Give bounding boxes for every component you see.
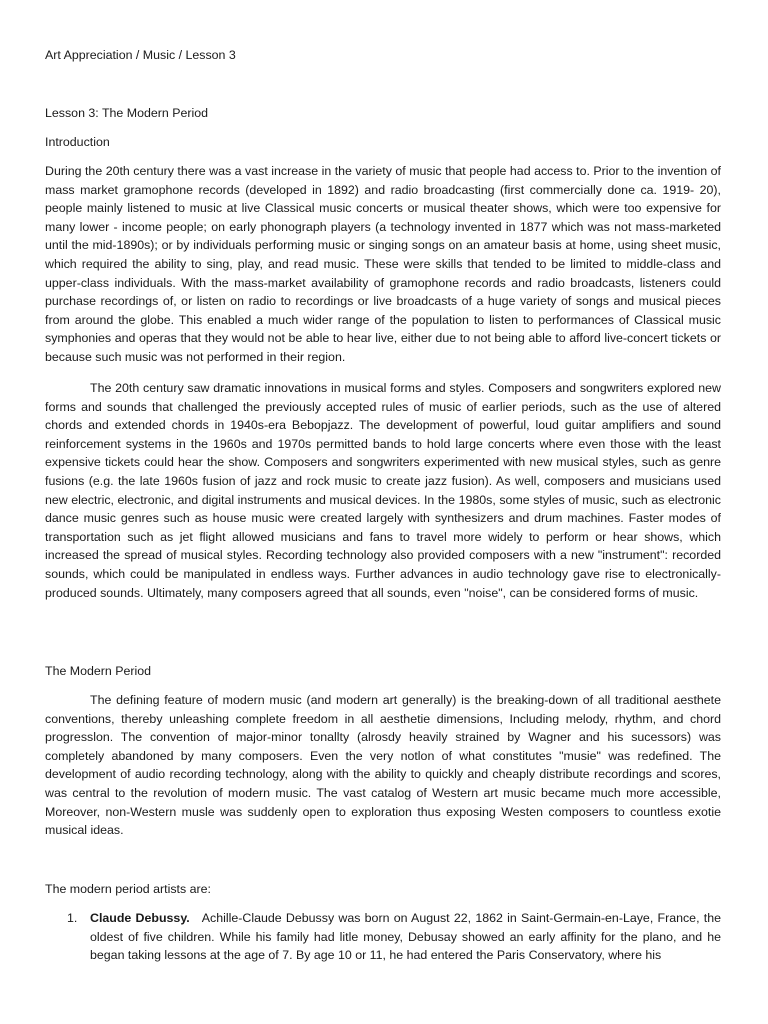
artist-name: Claude Debussy. (90, 911, 190, 925)
introduction-heading: Introduction (45, 135, 110, 149)
list-item-number: 1. (67, 911, 78, 925)
introduction-paragraph-1: During the 20th century there was a vast increase in the variety of music that people had access to. Prior to the invention of mass market gramophone records (developed in 1892) and radio broadcasting (first commercially done ca. 1919- 20), people mainly listened to music at live Classical music concerts or musical theater shows, which were too expensive for many lower - income people; on early phonograph players (a technology invented in 1877 which was not mass-marketed until the mid-1890s); or by individuals performing music or singing songs on an amateur basis at home, using sheet music, which required the ability to sing, play, and read music. These were skills that tended to be limited to middle-class and upper-class individuals. With the mass-market availability of gramophone records and radio broadcasts, listeners could purchase recordings of, or listen on radio to recordings or live broadcasts of a huge variety of songs and musical pieces from around the globe. This enabled a much wider range of the population to listen to performances of Classical music symphonies and operas that they would not be able to hear live, either due to not being able to afford live-concert tickets or because such music was not performed in their region. (45, 164, 721, 364)
modern-period-paragraph: The defining feature of modern music (and modern art generally) is the breaking-down of all traditional aesthete conventions, thereby unleashing complete freedom in all aesthetie dimensions, Including melody, rhythm, and chord progresslon. The convention of major-minor tonallty (alrosdy heavily strained by Wagner and his sucessors) was completely abandoned by many composers. Even the very notlon of what constitutes "musie" was redefined. The development of audio recording technology, along with the ability to quickly and cheaply distribute recordings and scores, was central to the revolution of modern music. The vast catalog of Western art music became much more accessible, Moreover, non-Western musle was suddenly open to exploration thus exposing Westen composers to countless exotie musical ideas. (45, 693, 721, 838)
list-item (45, 909, 721, 965)
introduction-paragraph-2: The 20th century saw dramatic innovations in musical forms and styles. Composers and songwriters explored new forms and sounds that challenged the previously accepted rules of music of earlier periods, such as the use of altered chords and extended chords in 1940s-era Bebopjazz. The development of powerful, loud guitar amplifiers and sound reinforcement systems in the 1960s and 1970s permitted bands to hold large concerts where even those with the least expensive tickets could hear the show. Composers and songwriters experimented with new musical styles, such as genre fusions (e.g. the late 1960s fusion of jazz and rock music to create jazz fusion). As well, composers and musicians used new electric, electronic, and digital instruments and musical devices. In the 1980s, some styles of music, such as electronic dance music genres such as house music were created largely with synthesizers and drum machines. Faster modes of transportation such as jet flight allowed musicians and fans to travel more widely to perform or hear shows, which increased the spread of musical styles. Recording technology also provided composers with a new "instrument": recorded sounds, which could be manipulated in endless ways. Further advances in audio technology gave rise to electronically-produced sounds. Ultimately, many composers agreed that all sounds, even "noise", can be considered forms of music. (45, 381, 721, 600)
artist-list (45, 909, 721, 965)
lesson-title: Lesson 3: The Modern Period (45, 106, 209, 120)
artist-description: Achille-Claude Debussy was born on August 22, 1862 in Saint-Germain-en-Laye, France, the oldest of five children. While his family had litle money, Debusay showed an early affinity for the plano, and he began taking lessons at the age of 7. By age 10 or 11, he had entered the Paris Conservatory, where his (90, 911, 721, 963)
modern-period-heading: The Modern Period (45, 664, 152, 678)
artists-heading: The modern period artists are: (45, 882, 211, 896)
artist-spacer (194, 911, 202, 925)
breadcrumb: Art Appreciation / Music / Lesson 3 (45, 48, 236, 62)
